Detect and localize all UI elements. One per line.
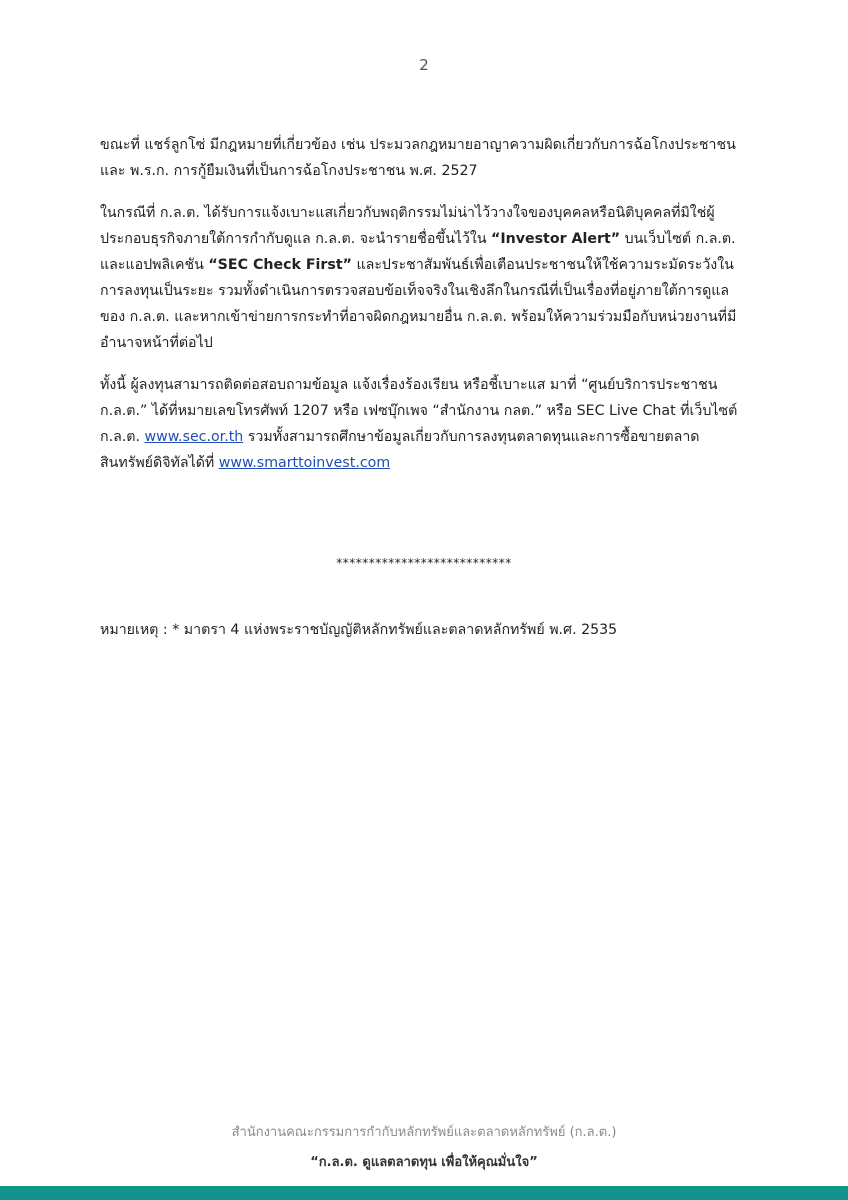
paragraph-text: ทั้งนี้ ผู้ลงทุนสามารถติดต่อสอบถามข้อมูล แจ้งเรื่องร้องเรียน หรือชี้เบาะแส มาที่ “ศูนย์บริการประชาชน ก.ล.ต.” ได้ที่หมายเลขโทรศัพท์ 1207 หรือ เฟซบุ๊กเพจ “สำนักงาน กลต.” หรือ SEC Live Chat ที่เว็บไซต์ ก.ล.ต. bbox=[100, 377, 738, 445]
page-number: 2 bbox=[419, 56, 429, 74]
footnote: หมายเหตุ : * มาตรา 4 แห่งพระราชบัญญัติหลักทรัพย์และตลาดหลักทรัพย์ พ.ศ. 2535 bbox=[100, 622, 618, 638]
asterisk-separator: *************************** bbox=[336, 556, 512, 570]
paragraph-investor-alert bbox=[100, 200, 748, 356]
sec-website-link[interactable]: www.sec.or.th bbox=[144, 429, 244, 445]
investor-alert-label: “Investor Alert” bbox=[491, 231, 621, 247]
paragraph-text: ในกรณีที่ ก.ล.ต. ได้รับการแจ้งเบาะแสเกี่ยวกับพฤติกรรมไม่น่าไว้วางใจของบุคคลหรือนิติบุคคลที่มิใช่ผู้ประกอบธุรกิจภายใต้การกำกับดูแล ก.ล.ต. จะนำรายชื่อขึ้นไว้ใน bbox=[100, 205, 715, 247]
paragraph-text: และประชาสัมพันธ์เพื่อเตือนประชาชนให้ใช้ความระมัดระวังในการลงทุนเป็นระยะ รวมทั้งดำเนินการตรวจสอบข้อเท็จจริงในเชิงลึกในกรณีที่เป็นเรื่องที่อยู่ภายใต้การดูแลของ ก.ล.ต. และหากเข้าข่ายการกระทำที่อาจผิดกฎหมายอื่น ก.ล.ต. พร้อมให้ความร่วมมือกับหน่วยงานที่มีอำนาจหน้าที่ต่อไป bbox=[100, 257, 737, 351]
footer-color-bar bbox=[0, 1186, 848, 1200]
smarttoinvest-link[interactable]: www.smarttoinvest.com bbox=[218, 455, 391, 471]
footer-slogan: “ก.ล.ต. ดูแลตลาดทุน เพื่อให้คุณมั่นใจ” bbox=[310, 1155, 538, 1170]
sec-check-first-label: “SEC Check First” bbox=[208, 257, 352, 273]
document-body bbox=[100, 132, 748, 492]
paragraph-ponzi-laws: ขณะที่ แชร์ลูกโซ่ มีกฎหมายที่เกี่ยวข้อง เช่น ประมวลกฎหมายอาญาความผิดเกี่ยวกับการฉ้อโกงประชาชน และ พ.ร.ก. การกู้ยืมเงินที่เป็นการฉ้อโกงประชาชน พ.ศ. 2527 bbox=[100, 137, 736, 179]
paragraph-text: รวมทั้งสามารถศึกษาข้อมูลเกี่ยวกับการลงทุนตลาดทุนและการซื้อขายตลาดสินทรัพย์ดิจิทัลได้ที่ bbox=[100, 429, 700, 471]
footer-organization: สำนักงานคณะกรรมการกำกับหลักทรัพย์และตลาดหลักทรัพย์ (ก.ล.ต.) bbox=[231, 1125, 617, 1140]
paragraph-text: บนเว็บไซต์ ก.ล.ต. และแอปพลิเคชัน bbox=[100, 231, 736, 273]
paragraph-contact-info bbox=[100, 372, 748, 476]
